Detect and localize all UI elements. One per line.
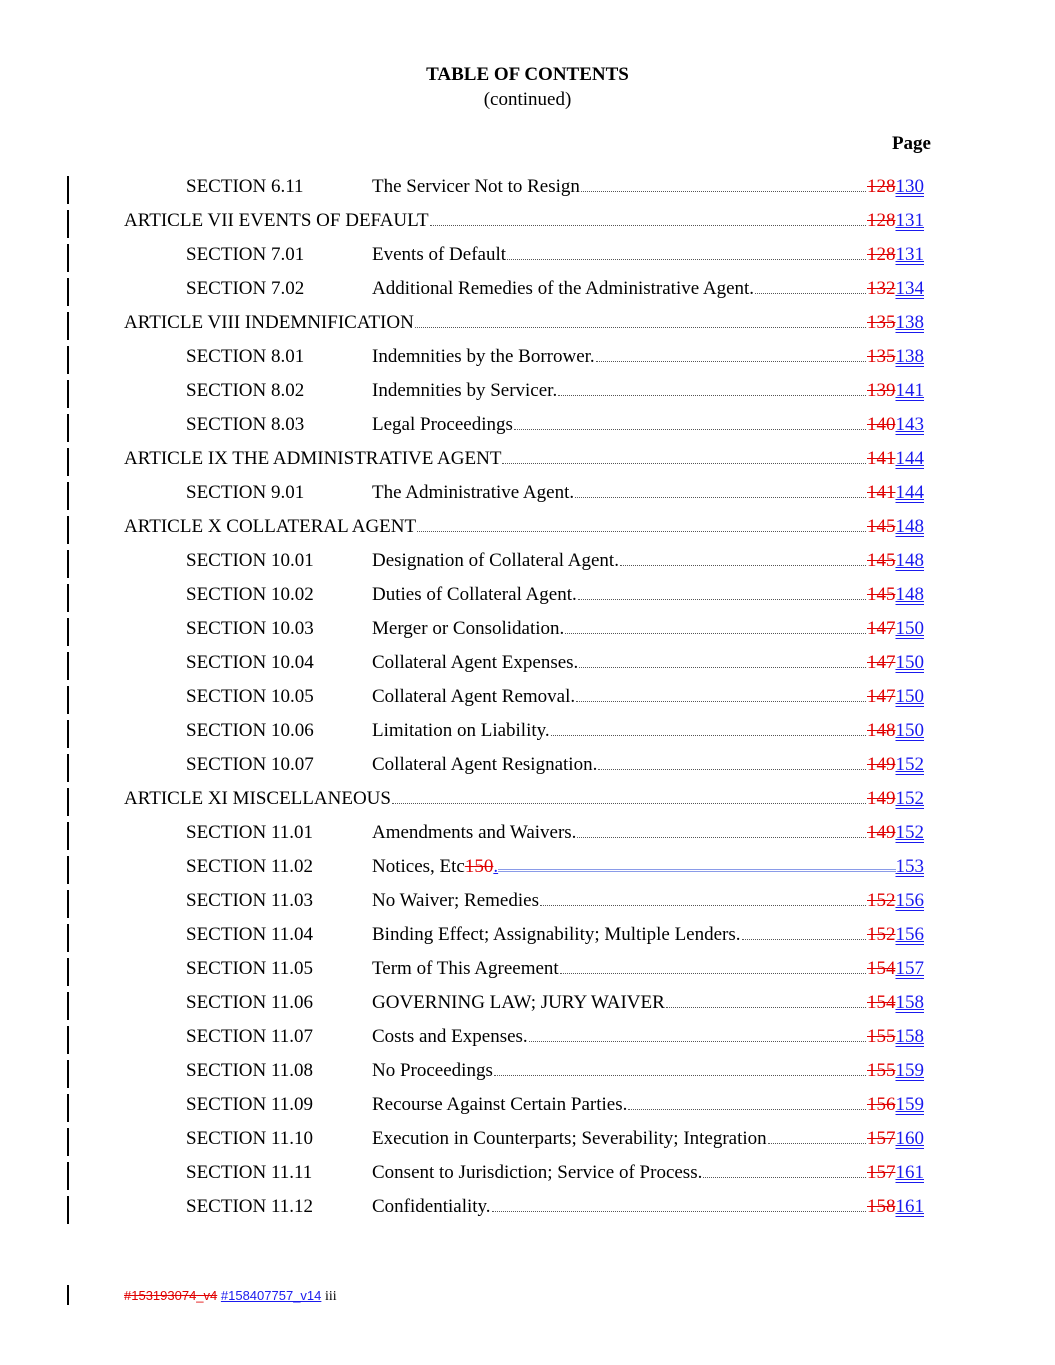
entry-leader [372, 482, 924, 504]
dot-leader [742, 938, 866, 940]
section-number: SECTION 7.01 [186, 244, 305, 265]
toc-section-row[interactable] [0, 1196, 1055, 1226]
entry-leader [124, 312, 924, 334]
dot-leader [596, 360, 866, 362]
footer-page-number: iii [325, 1289, 337, 1304]
dot-leader [392, 802, 866, 804]
toc-section-row[interactable] [0, 278, 1055, 308]
entry-title: Notices, Etc [372, 856, 465, 877]
dot-leader [575, 496, 866, 498]
change-bar [67, 414, 69, 442]
page-number-link[interactable]: 160 [895, 1128, 924, 1149]
toc-section-row[interactable] [0, 1060, 1055, 1090]
deleted-page-number: 150 [464, 856, 494, 877]
section-number: SECTION 10.01 [186, 550, 314, 571]
entry-title: GOVERNING LAW; JURY WAIVER [372, 992, 665, 1013]
change-bar [67, 1285, 69, 1305]
change-bar [67, 482, 69, 510]
deleted-page-number: 141 [867, 482, 896, 503]
deleted-page-number: 154 [867, 958, 896, 979]
entry-leader [372, 686, 924, 708]
page-number-link[interactable]: 161 [895, 1162, 924, 1183]
inserted-leader [498, 868, 895, 872]
entry-leader [372, 958, 924, 980]
toc-section-row[interactable] [0, 380, 1055, 410]
section-number: SECTION 8.02 [186, 380, 305, 401]
entry-leader [372, 550, 924, 572]
page-column-header: Page [891, 133, 931, 154]
section-number: SECTION 11.09 [186, 1094, 314, 1115]
page-number-link[interactable]: 153 [895, 856, 924, 877]
entry-title: Legal Proceedings [372, 414, 513, 435]
deleted-page-number: 149 [867, 822, 896, 843]
page-number-link[interactable]: 159 [895, 1060, 924, 1081]
change-bar [67, 754, 69, 782]
toc-section-row[interactable] [0, 856, 1055, 886]
deleted-page-number: 140 [867, 414, 896, 435]
entry-leader [372, 652, 924, 674]
change-bar [67, 1196, 69, 1224]
page-number-link[interactable]: 131 [895, 210, 924, 231]
change-bar [67, 652, 69, 680]
dot-leader [529, 1040, 866, 1042]
change-bar [67, 550, 69, 578]
toc-section-row[interactable] [0, 890, 1055, 920]
section-number: SECTION 8.01 [186, 346, 305, 367]
change-bar [67, 1094, 69, 1122]
change-bar [67, 924, 69, 952]
page-number-link[interactable]: 150 [895, 720, 924, 741]
deleted-page-number: 155 [867, 1026, 896, 1047]
entry-leader [372, 346, 924, 368]
toc-article-row[interactable] [0, 312, 1055, 342]
inserted-text: . [493, 856, 499, 877]
change-bar [67, 992, 69, 1020]
entry-title: No Proceedings [372, 1060, 493, 1081]
toc-section-row[interactable] [0, 754, 1055, 784]
entry-leader [372, 1094, 924, 1116]
change-bar [67, 380, 69, 408]
toc-section-row[interactable] [0, 1094, 1055, 1124]
dot-leader [578, 598, 866, 600]
toc-section-row[interactable] [0, 584, 1055, 614]
toc-section-row[interactable] [0, 176, 1055, 206]
dot-leader [598, 768, 866, 770]
section-number: SECTION 10.03 [186, 618, 314, 639]
change-bar [67, 244, 69, 272]
entry-title: ARTICLE VII EVENTS OF DEFAULT [124, 210, 429, 231]
change-bar [67, 1060, 69, 1088]
page-number-link[interactable]: 148 [895, 516, 924, 537]
page-number-link[interactable]: 152 [895, 788, 924, 809]
dot-leader [492, 1210, 866, 1212]
entry-leader [372, 992, 924, 1014]
page-number-link[interactable]: 159 [895, 1094, 924, 1115]
change-bar [67, 822, 69, 850]
change-bar [67, 346, 69, 374]
section-number: SECTION 10.02 [186, 584, 314, 605]
entry-leader [372, 890, 924, 912]
entry-leader [372, 380, 924, 402]
entry-leader [372, 924, 924, 946]
dot-leader [560, 972, 866, 974]
toc-section-row[interactable] [0, 924, 1055, 954]
page-number-link[interactable]: 130 [895, 176, 924, 197]
deleted-page-number: 156 [867, 1094, 896, 1115]
page-number-link[interactable]: 148 [895, 550, 924, 571]
entry-title: Events of Default [372, 244, 507, 265]
entry-leader [372, 1060, 924, 1082]
toc-title: TABLE OF CONTENTS [426, 64, 629, 85]
change-bar [67, 584, 69, 612]
section-number: SECTION 10.07 [186, 754, 314, 775]
entry-title: ARTICLE VIII INDEMNIFICATION [124, 312, 414, 333]
entry-leader [372, 1196, 924, 1218]
toc-section-row[interactable] [0, 958, 1055, 988]
dot-leader [540, 904, 866, 906]
dot-leader [551, 734, 866, 736]
page-number-link[interactable]: 150 [895, 686, 924, 707]
entry-leader [372, 1128, 924, 1150]
footer [124, 1288, 337, 1305]
entry-leader [372, 754, 924, 776]
deleted-page-number: 154 [867, 992, 896, 1013]
change-bar [67, 618, 69, 646]
entry-title: Merger or Consolidation. [372, 618, 565, 639]
section-number: SECTION 9.01 [186, 482, 305, 503]
change-bar [67, 958, 69, 986]
entry-leader [124, 516, 924, 538]
dot-leader [415, 326, 866, 328]
entry-title: Collateral Agent Expenses. [372, 652, 579, 673]
entry-title: Term of This Agreement [372, 958, 559, 979]
entry-title: Confidentiality. [372, 1196, 491, 1217]
entry-title: Limitation on Liability. [372, 720, 550, 741]
section-number: SECTION 6.11 [186, 176, 304, 197]
dot-leader [628, 1108, 866, 1110]
toc-article-row[interactable] [0, 516, 1055, 546]
page-number-link[interactable]: 134 [895, 278, 924, 299]
page-number-link[interactable]: 150 [895, 652, 924, 673]
section-number: SECTION 11.05 [186, 958, 314, 979]
change-bar [67, 890, 69, 918]
page-number-link[interactable]: 138 [895, 312, 924, 333]
deleted-page-number: 145 [867, 550, 896, 571]
dot-leader [666, 1006, 866, 1008]
change-bar [67, 176, 69, 204]
dot-leader [558, 394, 866, 396]
entry-title: Execution in Counterparts; Severability; Integration [372, 1128, 767, 1149]
section-number: SECTION 11.06 [186, 992, 314, 1013]
entry-leader [372, 1026, 924, 1048]
entry-title: The Administrative Agent. [372, 482, 575, 503]
page-number-link[interactable]: 143 [895, 414, 924, 435]
toc-section-row[interactable] [0, 992, 1055, 1022]
footer-new-doc-id: #158407757_v14 [220, 1288, 322, 1303]
deleted-page-number: 128 [867, 210, 896, 231]
entry-leader [372, 584, 924, 606]
entry-title: ARTICLE X COLLATERAL AGENT [124, 516, 417, 537]
dot-leader [755, 292, 866, 294]
deleted-page-number: 157 [867, 1128, 896, 1149]
dot-leader [703, 1176, 866, 1178]
deleted-page-number: 135 [867, 312, 896, 333]
toc-section-row[interactable] [0, 720, 1055, 750]
entry-title: Recourse Against Certain Parties. [372, 1094, 628, 1115]
change-bar [67, 278, 69, 306]
entry-leader [372, 278, 924, 300]
deleted-page-number: 152 [867, 924, 896, 945]
toc-section-row[interactable] [0, 686, 1055, 716]
section-number: SECTION 11.11 [186, 1162, 313, 1183]
entry-leader [124, 788, 924, 810]
toc-section-row[interactable] [0, 244, 1055, 274]
dot-leader [430, 224, 866, 226]
toc-section-row[interactable] [0, 1128, 1055, 1158]
page-number-link[interactable]: 152 [895, 822, 924, 843]
toc-article-row[interactable] [0, 788, 1055, 818]
change-bar [67, 856, 69, 884]
page-number-link[interactable]: 138 [895, 346, 924, 367]
page-number-link[interactable]: 150 [895, 618, 924, 639]
change-bar [67, 312, 69, 340]
deleted-page-number: 139 [867, 380, 896, 401]
entry-leader [372, 176, 924, 198]
toc-subtitle: (continued) [483, 89, 572, 110]
dot-leader [768, 1142, 866, 1144]
dot-leader [494, 1074, 866, 1076]
toc-section-row[interactable] [0, 618, 1055, 648]
deleted-page-number: 147 [867, 652, 896, 673]
toc-section-row[interactable] [0, 1026, 1055, 1056]
toc-section-row[interactable] [0, 414, 1055, 444]
change-bar [67, 1026, 69, 1054]
section-number: SECTION 10.04 [186, 652, 314, 673]
dot-leader [565, 632, 866, 634]
deleted-page-number: 128 [867, 244, 896, 265]
deleted-page-number: 158 [867, 1196, 896, 1217]
dot-leader [577, 836, 866, 838]
page-number-link[interactable]: 158 [895, 1026, 924, 1047]
entry-title: Amendments and Waivers. [372, 822, 577, 843]
toc-article-row[interactable] [0, 448, 1055, 478]
entry-leader [372, 244, 924, 266]
entry-title: Indemnities by Servicer. [372, 380, 558, 401]
dot-leader [417, 530, 866, 532]
section-number: SECTION 11.07 [186, 1026, 314, 1047]
deleted-page-number: 157 [867, 1162, 896, 1183]
deleted-page-number: 155 [867, 1060, 896, 1081]
change-bar [67, 210, 69, 238]
page-number-link[interactable]: 152 [895, 754, 924, 775]
toc-section-row[interactable] [0, 1162, 1055, 1192]
section-number: SECTION 11.02 [186, 856, 314, 877]
change-bar [67, 1128, 69, 1156]
section-number: SECTION 8.03 [186, 414, 305, 435]
page-number-link[interactable]: 131 [895, 244, 924, 265]
toc-section-row[interactable] [0, 550, 1055, 580]
deleted-page-number: 148 [867, 720, 896, 741]
deleted-page-number: 147 [867, 686, 896, 707]
entry-title: No Waiver; Remedies [372, 890, 539, 911]
entry-leader [372, 720, 924, 742]
deleted-page-number: 147 [867, 618, 896, 639]
page-number-link[interactable]: 144 [895, 482, 924, 503]
entry-title: ARTICLE IX THE ADMINISTRATIVE AGENT [124, 448, 502, 469]
dot-leader [576, 700, 866, 702]
entry-leader [372, 856, 924, 878]
section-number: SECTION 11.04 [186, 924, 314, 945]
deleted-page-number: 128 [867, 176, 896, 197]
section-number: SECTION 10.06 [186, 720, 314, 741]
change-bar [67, 448, 69, 476]
entry-leader [372, 618, 924, 640]
section-number: SECTION 11.10 [186, 1128, 314, 1149]
page-number-link[interactable]: 158 [895, 992, 924, 1013]
dot-leader [581, 190, 866, 192]
change-bar [67, 720, 69, 748]
page-number-link[interactable]: 148 [895, 584, 924, 605]
section-number: SECTION 11.08 [186, 1060, 314, 1081]
change-bar [67, 686, 69, 714]
entry-title: Indemnities by the Borrower. [372, 346, 595, 367]
toc-article-row[interactable] [0, 210, 1055, 240]
deleted-page-number: 149 [867, 788, 896, 809]
entry-leader [372, 414, 924, 436]
dot-leader [620, 564, 866, 566]
dot-leader [507, 258, 866, 260]
deleted-page-number: 152 [867, 890, 896, 911]
page-number-link[interactable]: 156 [895, 924, 924, 945]
deleted-page-number: 141 [867, 448, 896, 469]
toc-section-row[interactable] [0, 652, 1055, 682]
deleted-page-number: 149 [867, 754, 896, 775]
entry-title: ARTICLE XI MISCELLANEOUS [124, 788, 391, 809]
entry-leader [124, 448, 924, 470]
change-bar [67, 788, 69, 816]
entry-title: Designation of Collateral Agent. [372, 550, 619, 571]
deleted-page-number: 132 [867, 278, 896, 299]
section-number: SECTION 7.02 [186, 278, 305, 299]
dot-leader [502, 462, 866, 464]
page-number-link[interactable]: 156 [895, 890, 924, 911]
entry-title: Collateral Agent Removal. [372, 686, 576, 707]
section-number: SECTION 11.01 [186, 822, 314, 843]
entry-leader [372, 1162, 924, 1184]
deleted-page-number: 145 [867, 584, 896, 605]
entry-title: Collateral Agent Resignation. [372, 754, 598, 775]
entry-leader [372, 822, 924, 844]
entry-title: Costs and Expenses. [372, 1026, 528, 1047]
page-number-link[interactable]: 161 [895, 1196, 924, 1217]
entry-title: The Servicer Not to Resign [372, 176, 580, 197]
section-number: SECTION 11.03 [186, 890, 314, 911]
entry-title: Additional Remedies of the Administrative Agent. [372, 278, 755, 299]
dot-leader [514, 428, 866, 430]
toc-section-row[interactable] [0, 482, 1055, 512]
section-number: SECTION 10.05 [186, 686, 314, 707]
entry-title: Consent to Jurisdiction; Service of Process. [372, 1162, 703, 1183]
section-number: SECTION 11.12 [186, 1196, 314, 1217]
deleted-page-number: 135 [867, 346, 896, 367]
dot-leader [579, 666, 866, 668]
toc-section-row[interactable] [0, 822, 1055, 852]
footer-old-doc-id: #153193074_v4 [124, 1288, 218, 1303]
entry-title: Binding Effect; Assignability; Multiple Lenders. [372, 924, 741, 945]
page-number-link[interactable]: 157 [895, 958, 924, 979]
entry-leader [124, 210, 924, 232]
change-bar [67, 516, 69, 544]
change-bar [67, 1162, 69, 1190]
toc-section-row[interactable] [0, 346, 1055, 376]
page-number-link[interactable]: 144 [895, 448, 924, 469]
entry-title: Duties of Collateral Agent. [372, 584, 577, 605]
page-number-link[interactable]: 141 [895, 380, 924, 401]
deleted-page-number: 145 [867, 516, 896, 537]
